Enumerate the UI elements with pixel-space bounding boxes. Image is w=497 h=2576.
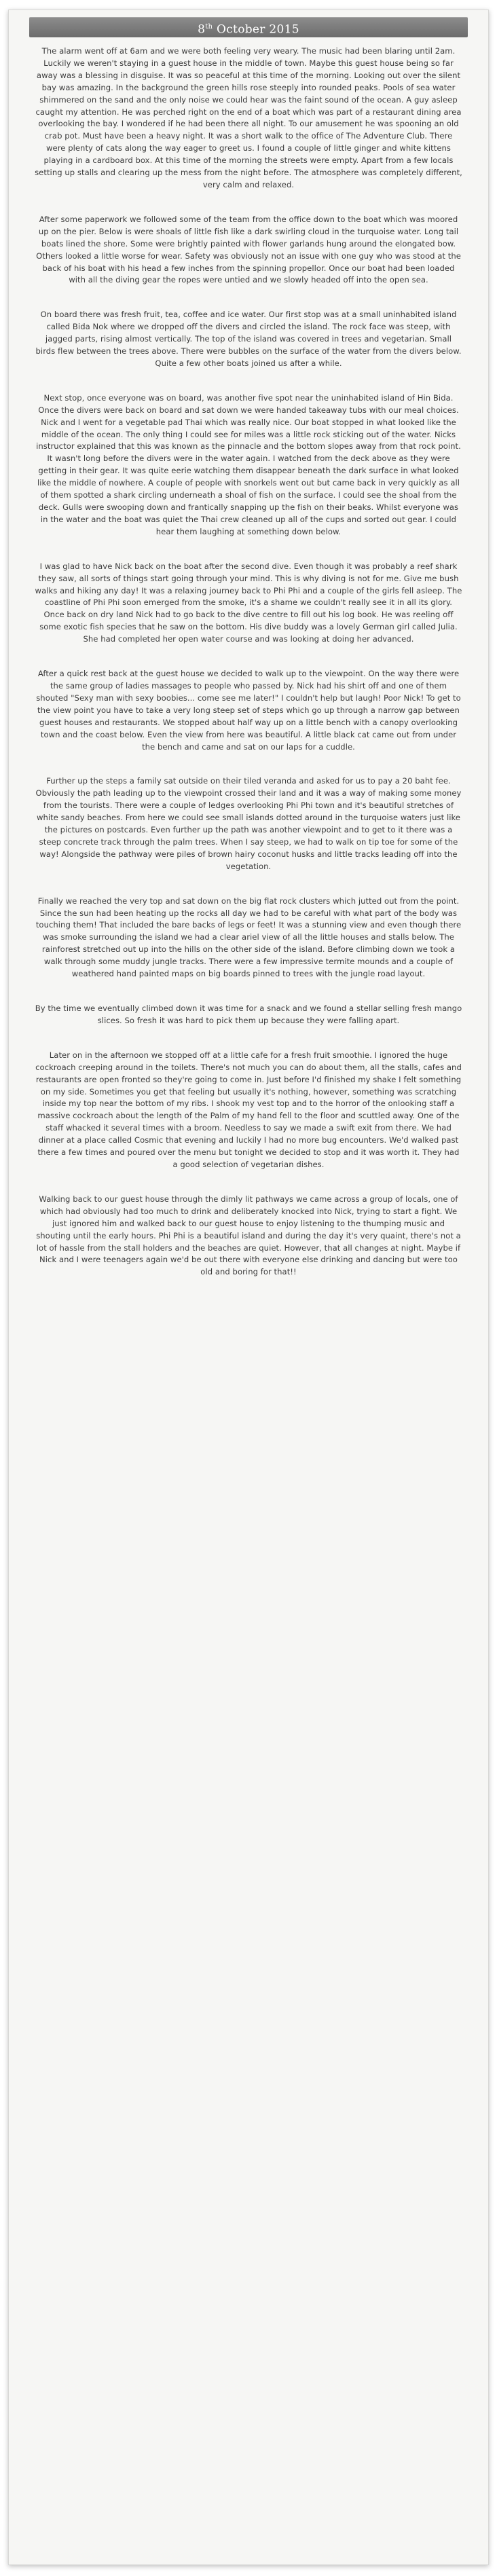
entry-paragraph: The alarm went off at 6am and we were both feeling very weary. The music had been blaring until 2am. Luckily we weren't staying in a guest house in the middle of town. Maybe this guest house being so far away was a blessing in disguise. It was so peaceful at this time of the morning. Looking out over the silent bay was amazing. In the background the green hills rose steeply into rounded peaks. Pools of sea water shimmered on the sand and the only noise we could hear was the faint sound of the ocean. A guy asleep caught my attention. He was perched right on the end of a boat which was part of a restaurant dining area overlooking the bay. I wondered if he had been there all night. To our amusement he was spooning an old crab pot. Must have been a heavy night. It was a short walk to the office of The Adventure Club. There were plenty of cats along the way eager to greet us. I found a couple of little ginger and white kittens playing in a cardboard box. At this time of the morning the streets were empty. Apart from a few locals setting up stalls and clearing up the mess from the night before. The atmosphere was completely different, very calm and relaxed. (35, 46, 462, 189)
entry-paragraph: Later on in the afternoon we stopped off at a little cafe for a fresh fruit smoothie. I ignored the huge cockroach creeping around in the toilets. There's not much you can do about them, all the stalls, cafes and restaurants are open fronted so they're going to come in. Just before I'd finished my shake I felt something on my side. Sometimes you get that feeling but usually it's nothing, however, something was scratching inside my top near the bottom of my ribs. I shook my vest top and to the horror of the onlooking staff a massive cockroach about the length of the Palm of my hand fell to the floor and scuttled away. One of the staff whacked it several times with a broom. Needless to say we made a swift exit from there. We had dinner at a place called Cosmic that evening and luckily I had no more bug encounters. We'd walked past there a few times and poured over the menu but tonight we decided to stop and it was worth it. They had a good selection of vegetarian dishes. (35, 1050, 462, 1169)
entry-paragraph: Next stop, once everyone was on board, was another five spot near the uninhabited island of Hin Bida. Once the divers were back on board and sat down we were handed takeaway tubs with our meal choices. Nick and I went for a vegetable pad Thai which was really nice. Our boat stopped in what looked like the middle of the ocean. The only thing I could see for miles was a little rock sticking out of the water. Nicks instructor explained that this was known as the pinnacle and the bottom slopes away from that rock point. It wasn't long before the divers were in the water again. I watched from the deck above as they were getting in their gear. It was quite eerie watching them disappear beneath the dark surface in what looked like the middle of nowhere. A couple of people with snorkels went out but came back in very quickly as all of them spotted a shark circling underneath a shoal of fish on the surface. I could see the shoal from the deck. Gulls were swooping down and frantically snapping up the fish on their beaks. Whilst everyone was in the water and the boat was quiet the Thai crew cleaned up all of the cups and sorted out gear. I could hear them laughing at something down below. (36, 392, 461, 536)
entry-paragraph: By the time we eventually climbed down it was time for a snack and we found a stellar selling fresh mango slices. So fresh it was hard to pick them up because they were falling apart. (35, 1004, 462, 1025)
entry-date-banner (29, 17, 468, 37)
journal-entry-card (8, 10, 489, 2565)
entry-body (9, 37, 488, 1278)
entry-paragraph: After a quick rest back at the guest house we decided to walk up to the viewpoint. On the way there were the same group of ladies massages to people who passed by. Nick had his shirt off and one of them shouted "Sexy man with sexy boobies... come see me later!" I couldn't help but laugh! Poor Nick! To get to the view point you have to take a very long steep set of steps which go up through a narrow gap between guest houses and restaurants. We stopped about half way up on a little bench with a canopy overlooking town and the coast below. Even the view from here was beautiful. A little black cat came out from under the bench and came and sat on our laps for a cuddle. (36, 669, 461, 752)
entry-date-rest: October 2015 (213, 22, 299, 37)
entry-date-suffix: th (205, 23, 213, 31)
entry-date-day: 8 (198, 22, 206, 37)
entry-paragraph: I was glad to have Nick back on the boat after the second dive. Even though it was probably a reef shark they saw, all sorts of things start going through your mind. This is why diving is not for me. Give me bush walks and hiking any day! It was a relaxing journey back to Phi Phi and a couple of the girls fell asleep. The coastline of Phi Phi soon emerged from the smoke, it's a shame we couldn't really see it in all its glory. Once back on dry land Nick had to go back to the dive centre to fill out his log book. He was reeling off some exotic fish species that he saw on the bottom. His dive buddy was a lovely German girl called Julia. She had completed her open water course and was looking at doing her advanced. (35, 561, 462, 644)
entry-paragraph: Walking back to our guest house through the dimly lit pathways we came across a group of locals, one of which had obviously had too much to drink and deliberately knocked into Nick, trying to start a fight. We just ignored him and walked back to our guest house to enjoy listening to the thumping music and shouting until the early hours. Phi Phi is a beautiful island and during the day it's very quaint, there's not a lot of hassle from the stall holders and the beaches are quiet. However, that all changes at night. Maybe if Nick and I were teenagers again we'd be out there with everyone else drinking and dancing but were too old and boring for that!! (36, 1194, 461, 1277)
entry-paragraph: After some paperwork we followed some of the team from the office down to the boat which was moored up on the pier. Below is were shoals of little fish like a dark swirling cloud in the turquoise water. Long tail boats lined the shore. Some were brightly painted with flower garlands hung around the elongated bow. Others looked a little worse for wear. Safety was obviously not an issue with one guy who was stood at the back of his boat with his head a few inches from the spinning propellor. Once our boat had been loaded with all the diving gear the ropes were untied and we slowly headed off into the open sea. (36, 214, 461, 285)
entry-paragraph: Finally we reached the very top and sat down on the big flat rock clusters which jutted out from the point. Since the sun had been heating up the rocks all day we had to be careful with what part of the body was touching them! That included the bare backs of legs or feet! It was a stunning view and even though there was smoke surrounding the island we had a clear ariel view of all the little houses and stalls below. The rainforest stretched out up into the hills on the other side of the island. Before climbing down we took a walk through some muddy jungle tracks. There were a few impressive termite mounds and a couple of weathered hand painted maps on big boards pinned to trees with the jungle road layout. (35, 896, 462, 979)
entry-paragraph: On board there was fresh fruit, tea, coffee and ice water. Our first stop was at a small uninhabited island called Bida Nok where we dropped off the divers and circled the island. The rock face was steep, with jagged parts, rising almost vertically. The top of the island was covered in trees and vegetarian. Small birds flew between the trees above. There were bubbles on the surface of the water from the divers below. Quite a few other boats joined us after a while. (35, 310, 462, 368)
entry-paragraph: Further up the steps a family sat outside on their tiled veranda and asked for us to pay a 20 baht fee. Obviously the path leading up to the viewpoint crossed their land and it was a way of making some money from the tourists. There were a couple of ledges overlooking Phi Phi town and it's beautiful stretches of white sandy beaches. From here we could see small islands dotted around in the turquoise waters just like the pictures on postcards. Even further up the path was another viewpoint and to get to it there was a steep concrete track through the palm trees. When I say steep, we had to walk on tip toe for some of the way! Alongside the pathway were piles of brown hairy coconut husks and little tracks leading off into the vegetation. (35, 776, 462, 871)
